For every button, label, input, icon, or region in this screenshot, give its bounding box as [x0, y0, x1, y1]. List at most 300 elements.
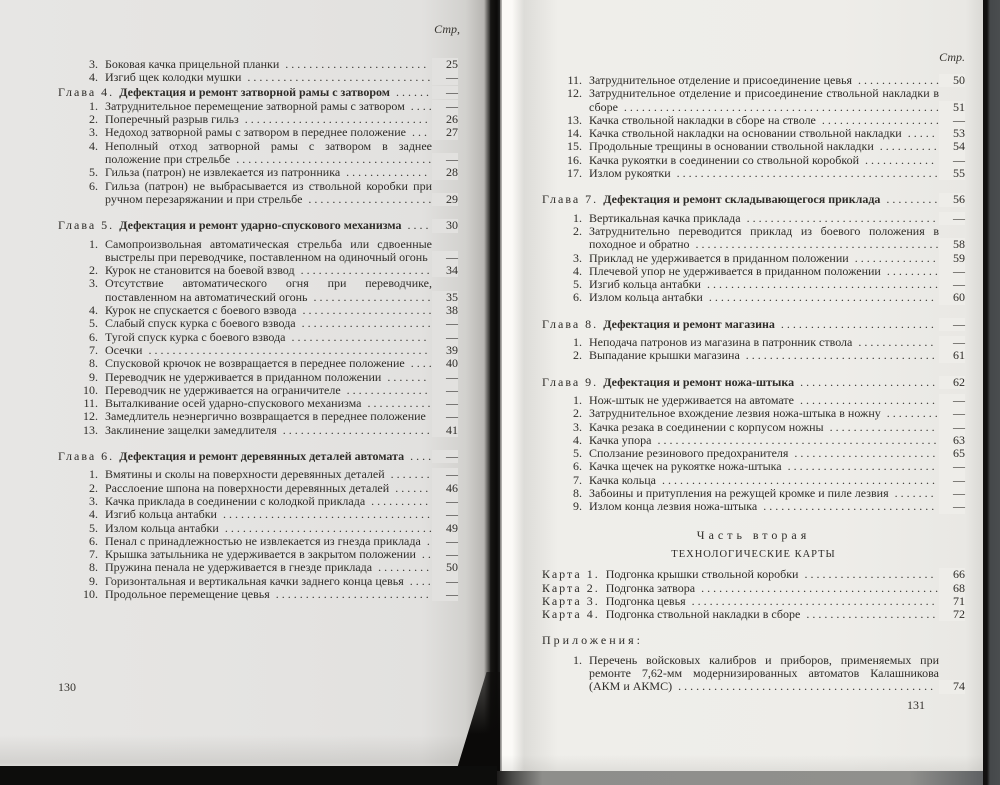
entry-title: Плечевой упор не удерживается в приданном положении [589, 263, 881, 278]
entry-page: — [432, 450, 458, 463]
entry-page: 39 [432, 344, 458, 357]
entry-page: — [939, 487, 965, 500]
entry-number: 8. [573, 486, 582, 501]
entry-number: 4. [89, 138, 98, 153]
leader-dots: . . . . . . . . . . . . . . . . . . . . . . . . [279, 57, 427, 71]
toc-item [58, 100, 458, 113]
entry-page: — [939, 265, 965, 278]
entry-title: Излом кольца антабки [589, 290, 703, 305]
entry-title: Качка кольца [589, 472, 656, 487]
entry-page: — [939, 460, 965, 473]
leader-dots: . . . . . . . . . . [873, 139, 937, 154]
leader-dots: . . . . . . . . . . . . . . . . . . . . . . . . . . . . . . . . . [230, 152, 432, 167]
toc-chapter-heading [58, 219, 458, 232]
entry-title: Изгиб щек колодки мушки [105, 70, 242, 85]
toc-item [58, 71, 458, 84]
entry-label: Глава 6. [58, 449, 115, 464]
entry-title: Выталкивание осей ударно-спускового механизма [105, 396, 362, 411]
page-number: 131 [907, 698, 925, 712]
entry-title: Отсутствие автоматического огня при переводчике, поставленном на автоматический огонь [105, 276, 432, 304]
toc-item [58, 113, 458, 126]
entry-page: — [939, 154, 965, 167]
leader-dots: . . . . . . . . . . . [361, 396, 431, 411]
toc-item [58, 317, 458, 330]
toc-item [542, 291, 965, 304]
entry-label: Глава 7. [542, 192, 599, 207]
leader-dots: . . . . [404, 356, 432, 371]
entry-number: 5. [573, 446, 582, 461]
leader-dots: . . . . . . . . . . . . . . . . . . . . [815, 112, 939, 127]
entry-number: 2. [89, 263, 98, 278]
entry-label: Карта 2. [542, 580, 600, 595]
leader-dots: . . . . . . . . . [880, 406, 938, 421]
leader-dots: . . . . . . . . . . . . . . . . . . . . . . [295, 316, 431, 331]
entry-number: 4. [573, 432, 582, 447]
entry-number: 3. [89, 493, 98, 508]
leader-dots: . [420, 533, 430, 548]
toc-card-entry [542, 608, 965, 621]
toc-item [58, 166, 458, 179]
entry-title: Дефектация и ремонт затворной рамы с затвором [119, 84, 390, 99]
entry-title: Дефектация и ремонт ударно-спускового механизма [119, 218, 402, 233]
entry-title: Крышка затыльника не удерживается в закрытом положении [105, 547, 416, 562]
entry-page: 55 [939, 167, 965, 180]
entry-page: 56 [939, 193, 965, 206]
entry-title: Качка щечек на рукоятке ножа-штыка [589, 459, 782, 474]
entry-title: Качка резака в соединении с корпусом ножны [589, 419, 824, 434]
entry-page: 72 [939, 608, 965, 621]
entry-number: 11. [567, 73, 582, 87]
entry-page: — [432, 575, 458, 588]
toc-item [58, 140, 458, 167]
entry-number: 8. [89, 560, 98, 575]
entry-title: Качка ствольной накладки на основании ствольной накладки [589, 126, 902, 141]
entry-page: 26 [432, 113, 458, 126]
entry-number: 10. [83, 586, 98, 601]
entry-page: 29 [432, 193, 458, 206]
leader-dots: . . . . . . . . . . . . . . . . . . . . . . . . . . . . . . . . . . . . . . . . . . . . . . . [142, 342, 428, 357]
entry-title: Продольное перемещение цевья [105, 586, 270, 601]
entry-title: Недоход затворной рамы с затвором в переднее положение [105, 125, 406, 140]
entry-number: 16. [567, 152, 582, 167]
heading-text: Приложения: [542, 633, 643, 648]
toc-item [542, 127, 965, 140]
entry-number: 12. [567, 86, 582, 101]
leader-dots: . . . . [403, 573, 431, 588]
leader-dots: . . . . . . . . . . . . [859, 152, 934, 167]
entry-title: Осечки [105, 342, 143, 357]
leader-dots: . . . . . . . . . . . . . . . . . . . . . . . . . . . . . . . . . . . . . . . . . . . . . . . . . . . . . [617, 99, 939, 114]
toc-item [58, 410, 458, 423]
leader-dots: . . . . . . . . . . . . . . . . . . . . . . [294, 263, 430, 278]
book-cover-bottom-edge [497, 771, 1000, 785]
entry-page: — [939, 114, 965, 127]
toc-entries-left [0, 0, 490, 601]
entry-page: — [432, 71, 458, 84]
entry-page: 58 [939, 238, 965, 251]
entry-title: Затруднительное вхождение лезвия ножа-штыка в ножну [589, 406, 881, 421]
leader-dots: . . . . . . . . . . . . . . . . . . . . . . . [794, 374, 936, 389]
entry-page: — [432, 371, 458, 384]
toc-chapter-heading [542, 193, 965, 206]
section-subtitle [542, 548, 965, 561]
toc-item [58, 508, 458, 521]
leader-dots: . . . . . . . . . . . . . . . . . . . . . . [296, 303, 432, 318]
toc-item [58, 561, 458, 574]
toc-item [542, 114, 965, 127]
entry-title: Перечень войсковых калибров и приборов, применяемых при ремонте 7,62-мм модернизированных автоматов Калашникова (АКМ и АКМС) [589, 652, 939, 694]
leader-dots: . . [415, 547, 431, 562]
leader-dots: . . . . . . . . . . . . . . . . . . . . . . . . . . . . . . . . . . . . . . . . . . . . . . . [651, 432, 937, 447]
leader-dots: . . . . . . . . . . . . . . . . . . . . . [302, 191, 432, 206]
entry-title: Качка упора [589, 432, 652, 447]
toc-item [542, 265, 965, 278]
entry-page: — [939, 278, 965, 291]
entry-title: Гильза (патрон) не извлекается из патронника [105, 165, 341, 180]
heading-text: ТЕХНОЛОГИЧЕСКИЕ КАРТЫ [671, 548, 836, 560]
toc-item [542, 654, 965, 694]
entry-page: 30 [432, 219, 458, 232]
entry-title: Излом рукоятки [589, 166, 671, 181]
toc-item [542, 336, 965, 349]
book-gutter [484, 0, 502, 785]
page-column-header: Стр. [939, 50, 965, 64]
entry-label: Карта 1. [542, 567, 600, 582]
entry-page: 40 [432, 357, 458, 370]
entry-label: Глава 4. [58, 84, 115, 99]
page-column-header: Стр, [434, 22, 460, 36]
entry-number: 6. [573, 459, 582, 474]
entry-title: Поперечный разрыв гильз [105, 112, 239, 127]
entry-title: Переводчик не удерживается в приданном положении [105, 369, 382, 384]
leader-dots: . . . . . . . [381, 369, 427, 384]
toc-item [542, 460, 965, 473]
leader-dots: . . . . . . . . . . . . . . . . . . . . . . . . . [276, 422, 430, 437]
toc-item [542, 87, 965, 114]
entry-page: 59 [939, 252, 965, 265]
entry-number: 2. [573, 348, 582, 363]
toc-item [542, 500, 965, 513]
leader-dots: . . . . . . . . . . . . . . . . . . . . . . . [793, 392, 935, 407]
entry-page: 65 [939, 447, 965, 460]
leader-dots: . . . [405, 125, 427, 140]
toc-item [58, 344, 458, 357]
toc-item [58, 535, 458, 548]
entry-page: — [432, 548, 458, 561]
entry-page: 63 [939, 434, 965, 447]
entry-page: 28 [432, 166, 458, 179]
entry-page: — [939, 318, 965, 331]
toc-item [542, 421, 965, 434]
leader-dots: . . . . . . . . . . . . . . . . . . . . . . . . . . . . . . . . . . . . . . . . . . . . [670, 166, 938, 181]
entry-page: 66 [939, 568, 965, 581]
toc-item [58, 180, 458, 207]
leader-dots: . . . . . . . . . . . . . . . . . . . . . . . . . . . . . . . . [740, 210, 936, 225]
entry-title: Дефектация и ремонт деревянных деталей автомата [119, 449, 405, 464]
toc-item [542, 167, 965, 180]
entry-number: 1. [573, 652, 582, 667]
leader-dots: . . . . . . . . . . . . . . . . . . . . . . [798, 567, 934, 582]
entry-number: 2. [89, 480, 98, 495]
leader-dots: . . . . . . [389, 480, 429, 495]
entry-number: 3. [89, 125, 98, 140]
entry-page: — [432, 588, 458, 601]
entry-number: 2. [573, 406, 582, 421]
leader-dots: . . . . . . . . . . . . . . . . . . . . . . . . [788, 446, 936, 461]
part-title [542, 529, 965, 542]
entry-page: — [432, 495, 458, 508]
entry-page: — [939, 421, 965, 434]
entry-label: Глава 5. [58, 218, 115, 233]
entry-page: 50 [939, 74, 965, 87]
entry-page: — [432, 331, 458, 344]
entry-number: 1. [89, 467, 98, 482]
leader-dots: . . . . . . . . . . . . . . . . . . . . . . . . . . . . . . . . . . . . . . . . . . . . . . [655, 472, 935, 487]
toc-chapter-heading [542, 376, 965, 389]
toc-card-entry [542, 595, 965, 608]
toc-item [58, 277, 458, 304]
leader-dots: . . . . [404, 98, 432, 113]
toc-item [58, 468, 458, 481]
entry-title: Изгиб кольца антабки [105, 507, 217, 522]
toc-item [542, 278, 965, 291]
leader-dots: . . . . . . . . . . . . . . . . . . . . . . . . . . . . . . . . . . . [216, 507, 430, 522]
entry-page: 60 [939, 291, 965, 304]
toc-item [58, 522, 458, 535]
leader-dots: . . . . . . . . . . . . . . . . . . . . . . . [285, 329, 427, 344]
entry-page: 38 [432, 304, 458, 317]
entry-page: — [939, 336, 965, 349]
entry-number: 1. [573, 210, 582, 225]
toc-chapter-heading [58, 450, 458, 463]
entry-number: 3. [89, 57, 98, 71]
toc-item [542, 407, 965, 420]
leader-dots: . . . . . [901, 126, 935, 141]
entry-page: — [432, 535, 458, 548]
entry-number: 4. [89, 303, 98, 318]
entry-number: 7. [89, 342, 98, 357]
entry-number: 6. [89, 329, 98, 344]
leader-dots: . . . . . . . . . . . . . . . . . . . . . . [800, 607, 936, 622]
leader-dots: . . . . . . . . . . [365, 493, 429, 508]
entry-title: Изгиб кольца антабки [589, 277, 701, 292]
entry-title: Самопроизвольная автоматическая стрельба или сдвоенные выстрелы при переводчике, поставленном на одиночный огонь [105, 236, 432, 264]
entry-title: Затруднительное отделение и присоединение цевья [589, 73, 852, 87]
leader-dots: . . . . . . . . . . . . . . . . . . . . . . . . . . . . . [757, 499, 935, 514]
entry-page: — [939, 407, 965, 420]
entry-number: 9. [573, 499, 582, 514]
entry-page: 41 [432, 424, 458, 437]
leader-dots: . . . . . . . . . . . . . . [340, 165, 428, 180]
entry-number: 9. [89, 573, 98, 588]
toc-item [58, 548, 458, 561]
entry-page: 51 [939, 101, 965, 114]
book-cover-bottom-edge [0, 766, 497, 785]
entry-page: 74 [939, 680, 965, 693]
entry-page: — [432, 508, 458, 521]
toc-chapter-heading [58, 86, 458, 99]
toc-item [58, 58, 458, 71]
entry-title: Неполный отход затворной рамы с затвором в заднее положение при стрельбе [105, 138, 432, 167]
entry-page: — [432, 410, 458, 423]
toc-item [58, 264, 458, 277]
leader-dots: . . . . . . . . . [880, 192, 938, 207]
entry-title: Заклинение защелки замедлителя [105, 422, 277, 437]
entry-title: Приклад не удерживается в приданном положении [589, 250, 849, 265]
leader-dots: . . . . . . . . . . . . . . . . . . . . . . . . . . . . . . . . . . . . . . . . . . . [672, 679, 934, 694]
leader-dots: . . . . . . . . . . . . . . . . . . . . [307, 289, 431, 304]
toc-item [58, 238, 458, 265]
entry-page: 34 [432, 264, 458, 277]
entry-page: — [939, 212, 965, 225]
entry-number: 12. [83, 409, 98, 424]
leader-dots: . . . . [404, 449, 432, 464]
page-number: 130 [58, 680, 76, 694]
entry-number: 1. [573, 335, 582, 350]
leader-dots: . . . . . . . . . . . . . . [851, 73, 939, 87]
entry-page: — [432, 251, 458, 264]
toc-item [58, 371, 458, 384]
entry-number: 14. [567, 126, 582, 141]
entry-title: Спусковой крючок не возвращается в переднее положение [105, 356, 405, 371]
entry-number: 15. [567, 139, 582, 154]
entry-title: Продольные трещины в основании ствольной накладки [589, 139, 874, 154]
toc-item [542, 474, 965, 487]
entry-title: Подгонка затвора [605, 580, 696, 595]
entry-page: — [939, 474, 965, 487]
leader-dots: . . . . . . . [888, 486, 934, 501]
entry-number: 8. [89, 356, 98, 371]
entry-page: — [432, 384, 458, 397]
entry-title: Сползание резинового предохранителя [589, 446, 789, 461]
leader-dots: . . . . . . . . . . . . . . . . . . [823, 419, 935, 434]
entry-number: 5. [89, 316, 98, 331]
entry-page: 35 [432, 291, 458, 304]
entry-title: Дефектация и ремонт складывающегося приклада [603, 192, 881, 207]
entry-title: Курок не становится на боевой взвод [105, 263, 295, 278]
entry-number: 17. [567, 166, 582, 181]
entry-number: 7. [89, 547, 98, 562]
entry-title: Нож-штык не удерживается на автомате [589, 392, 794, 407]
toc-item [58, 424, 458, 437]
entry-number: 7. [573, 472, 582, 487]
heading-text: Часть вторая [696, 527, 811, 542]
toc-item [58, 384, 458, 397]
entry-number: 4. [89, 507, 98, 522]
toc-item [58, 588, 458, 601]
entry-page: 71 [939, 595, 965, 608]
leader-dots: . . . . . . . . . . . . . . . . . . . . . . . . . [781, 459, 935, 474]
entry-page: — [432, 468, 458, 481]
entry-number: 10. [83, 382, 98, 397]
entry-number: 6. [89, 178, 98, 193]
entry-title: Излом конца лезвия ножа-штыка [589, 499, 758, 514]
entry-page: — [432, 100, 458, 113]
entry-title: Забоины и притупления на режущей кромке и пиле лезвия [589, 486, 889, 501]
leader-dots: . . . . . . . . . . . . . . . . . . . . . . . . . . . . . . . . . . . . . . [702, 290, 934, 305]
entry-title: Подгонка крышки ствольной коробки [605, 567, 799, 582]
entry-page: 54 [939, 140, 965, 153]
entry-page: — [432, 86, 458, 99]
entry-number: 4. [89, 70, 98, 85]
toc-item [58, 331, 458, 344]
entry-title: Горизонтальная и вертикальная качки заднего конца цевья [105, 573, 404, 588]
entry-title: Подгонка цевья [605, 593, 686, 608]
leader-dots: . . . . . . . . . . . . . . . . . . . . . . . . . . . . . . . [238, 112, 428, 127]
appendix-heading [542, 634, 965, 647]
entry-title: Качка ствольной накладки в сборе на стволе [589, 112, 816, 127]
entry-number: 3. [573, 419, 582, 434]
entry-title: Расслоение шпона на поверхности деревянных деталей [105, 480, 390, 495]
leader-dots: . . . . . . . . . . . . . . [340, 382, 428, 397]
leader-dots: . . . . . . . . . . . . . . . . . . . . . . . . . . . . . . . . . . . . . . . . [695, 580, 939, 595]
toc-item [58, 495, 458, 508]
leader-dots: . . . . . . . . . . . . . . . . . . . . . . . . . . [269, 586, 429, 601]
entry-number: 1. [89, 236, 98, 251]
leader-dots: . . . . . . . . . [372, 560, 430, 575]
toc-item [542, 349, 965, 362]
entry-title: Замедлитель неэнергично возвращается в переднее положение [105, 409, 426, 424]
toc-item [542, 154, 965, 167]
entry-number: 6. [89, 533, 98, 548]
entry-number: 5. [89, 520, 98, 535]
entry-label: Глава 8. [542, 316, 599, 331]
leader-dots: . . . . . . [389, 84, 429, 99]
entry-title: Боковая качка прицельной планки [105, 57, 280, 71]
toc-item [542, 252, 965, 265]
left-page [0, 0, 490, 785]
entry-title: Дефектация и ремонт ножа-штыка [603, 374, 795, 389]
leader-dots: . . . . . . . . . . . . . . . . . . . . . . . . . . [774, 316, 934, 331]
entry-number: 6. [573, 290, 582, 305]
entry-title: Пенал с принадлежностью не извлекается из гнезда приклада [105, 533, 421, 548]
toc-item [542, 394, 965, 407]
entry-number: 2. [89, 112, 98, 127]
entry-page: — [939, 500, 965, 513]
entry-title: Выпадание крышки магазина [589, 348, 740, 363]
entry-title: Дефектация и ремонт магазина [603, 316, 775, 331]
entry-page: 68 [939, 582, 965, 595]
right-page [500, 0, 985, 785]
toc-item [58, 397, 458, 410]
entry-title: Переводчик не удерживается на ограничителе [105, 382, 341, 397]
leader-dots: . . . . [401, 218, 429, 233]
entry-number: 11. [83, 396, 98, 411]
toc-chapter-heading [542, 318, 965, 331]
entry-number: 2. [573, 223, 582, 238]
entry-page: 25 [432, 58, 458, 71]
entry-title: Гильза (патрон) не выбрасывается из ствольной коробки при ручном перезаряжании и при стрельбе [105, 178, 432, 206]
entry-number: 1. [89, 98, 98, 113]
leader-dots: . . . . . . . . . . . . . . . . . . . . . . . . . . . . . . . . [739, 348, 935, 363]
leader-dots: . . . . . . . . . . . . . . . . . . . . . . . . . . . . . . . . . . . . . . . . . [685, 593, 935, 608]
toc-card-entry [542, 582, 965, 595]
entry-number: 5. [89, 165, 98, 180]
leader-dots: . . . . . . . . . . . . . . . . . . . . . . . . . . . . . . . . . . . . . . . . . [689, 237, 939, 252]
leader-dots: . . . . . . . . . . . . . [852, 335, 934, 350]
toc-item [58, 575, 458, 588]
entry-page: 50 [432, 561, 458, 574]
entry-page: — [432, 153, 458, 166]
toc-item [58, 304, 458, 317]
entry-page: 53 [939, 127, 965, 140]
entry-label: Глава 9. [542, 374, 599, 389]
entry-number: 13. [83, 422, 98, 437]
entry-number: 1. [573, 392, 582, 407]
toc-item [58, 482, 458, 495]
entry-page: 61 [939, 349, 965, 362]
entry-title: Слабый спуск курка с боевого взвода [105, 316, 296, 331]
